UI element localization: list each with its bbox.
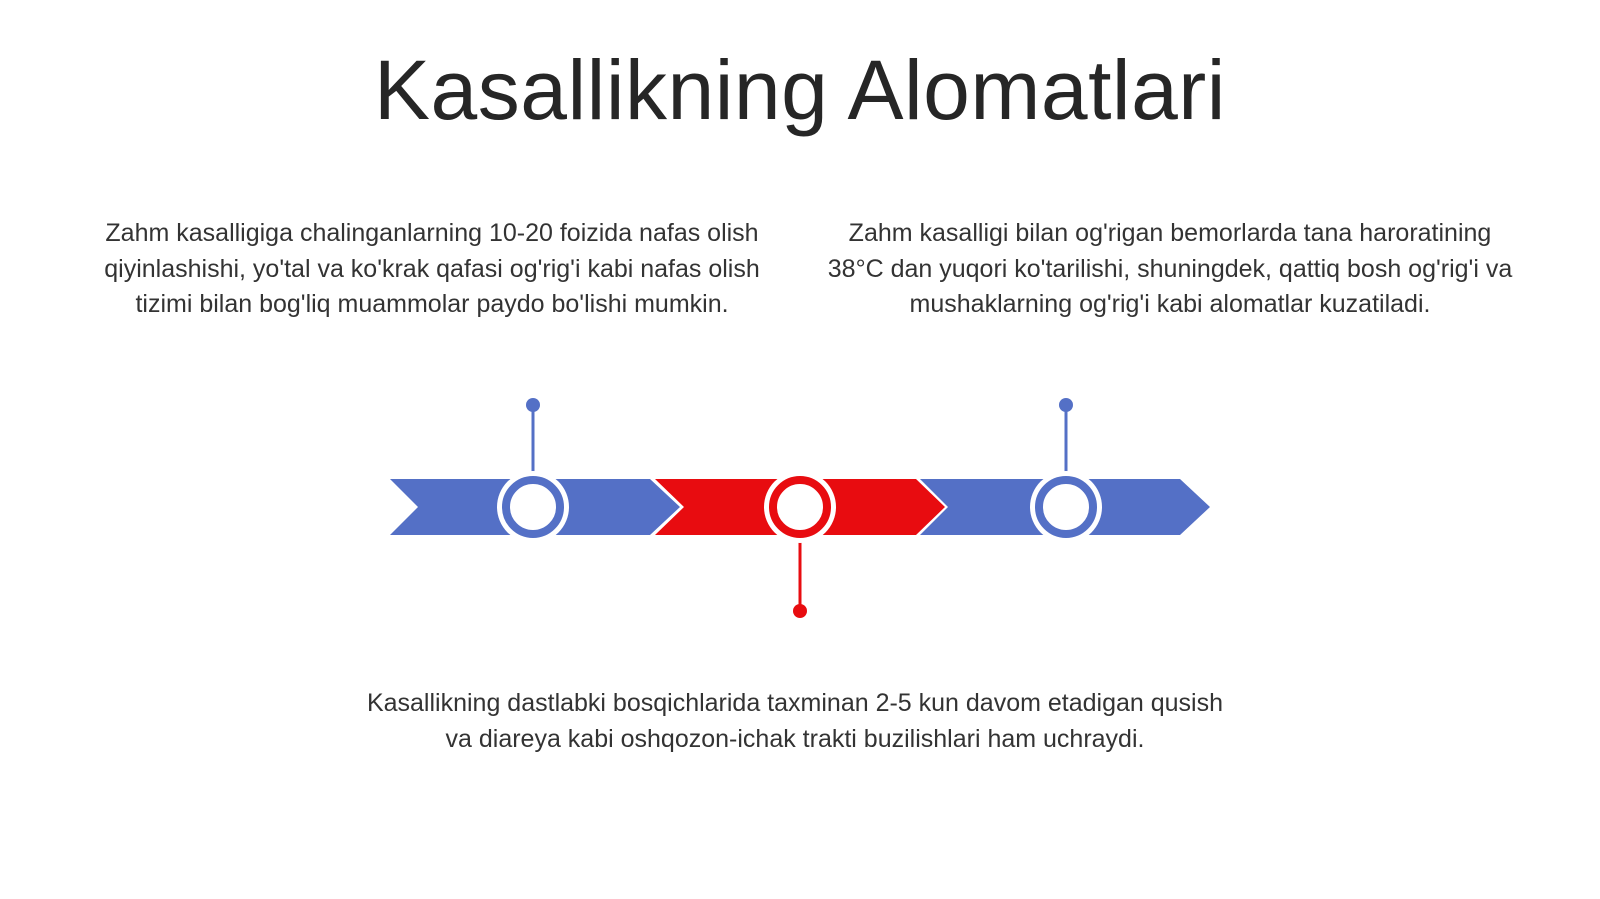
milestone-marker-left <box>497 471 569 543</box>
milestone-marker-middle <box>764 471 836 543</box>
slide-title: Kasallikning Alomatlari <box>374 43 1226 137</box>
milestone-dot-right <box>1059 398 1073 412</box>
milestone-dot-bottom <box>793 604 807 618</box>
milestone-text-bottom: Kasallikning dastlabki bosqichlarida taxminan 2-5 kun davom etadigan qusish va diareya kabi oshqozon-ichak trakti buzilishlari ham uchraydi. <box>366 689 1224 753</box>
milestone-text-right: Zahm kasalligi bilan og'rigan bemorlarda tana haroratining 38°C dan yuqori ko'tarilishi, shuningdek, qattiq bosh og'rig'i va mushaklarning og'rig'i kabi alomatlar kuzatiladi. <box>827 219 1513 318</box>
milestone-marker-right <box>1030 471 1102 543</box>
milestone-text-left: Zahm kasalligiga chalinganlarning 10-20 foizida nafas olish qiyinlashishi, yo'tal va ko'krak qafasi og'rig'i kabi nafas olish tizimi bilan bog'liq muammolar paydo bo'lishi mumkin. <box>104 219 760 318</box>
milestone-dot-left <box>526 398 540 412</box>
